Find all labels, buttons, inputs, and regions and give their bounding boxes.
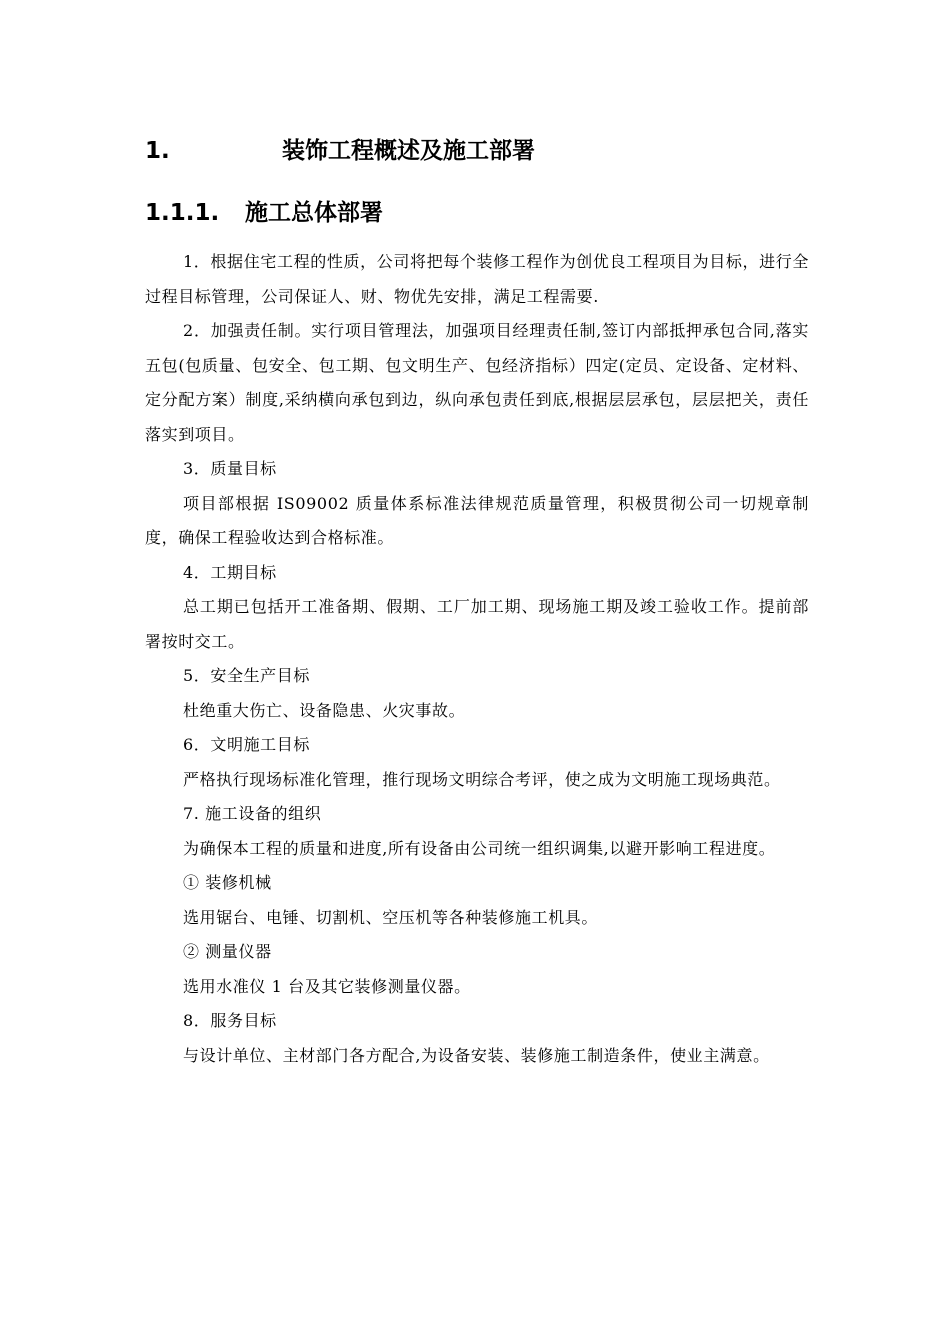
item-heading-schedule: 4．工期目标: [183, 562, 277, 582]
paragraph-safety: 杜绝重大伤亡、设备隐患、火灾事故。: [183, 700, 466, 720]
item-heading-safety: 5．安全生产目标: [183, 666, 310, 685]
section-title: 装饰工程概述及施工部署: [282, 138, 535, 164]
item-heading-equipment: 7. 施工设备的组织: [183, 804, 322, 823]
item-heading-civilized: 6．文明施工目标: [183, 735, 310, 754]
subsection-title: 施工总体部署: [245, 200, 383, 226]
paragraph-service: 与设计单位、主材部门各方配合,为设备安装、装修施工制造条件，使业主满意。: [183, 1045, 770, 1065]
item-heading-quality: 3．质量目标: [183, 459, 277, 478]
paragraph-responsibility: 2．加强责任制。实行项目管理法，加强项目经理责任制,签订内部抵押承包合同,落实五包(包质量、包安全、包工期、包文明生产、包经济指标）四定(定员、定设备、定材料、定分配方案）制度,采纳横向承包到边，纵向承包责任到底,根据层层承包，层层把关，责任落实到项目。: [145, 321, 809, 444]
paragraph-quality: 项目部根据 IS09002 质量体系标准法律规范质量管理，积极贯彻公司一切规章制度，确保工程验收达到合格标准。: [145, 493, 809, 547]
document-body: [145, 245, 809, 1073]
paragraph-instruments: 选用水准仪 1 台及其它装修测量仪器。: [183, 976, 471, 996]
paragraph-machinery: 选用锯台、电锤、切割机、空压机等各种装修施工机具。: [183, 907, 599, 927]
sub-item-instruments: ② 测量仪器: [183, 942, 272, 961]
subsection-number: 1.1.1.: [145, 200, 220, 226]
sub-item-machinery: ① 装修机械: [183, 873, 272, 892]
section-number: 1.: [145, 138, 170, 164]
item-heading-service: 8．服务目标: [183, 1011, 277, 1030]
paragraph-schedule: 总工期已包括开工准备期、假期、工厂加工期、现场施工期及竣工验收工作。提前部署按时交工。: [145, 597, 809, 651]
section-heading: [145, 134, 805, 168]
paragraph-goal: 1．根据住宅工程的性质，公司将把每个装修工程作为创优良工程项目为目标，进行全过程目标管理，公司保证人、财、物优先安排，满足工程需要.: [145, 252, 809, 306]
paragraph-civilized: 严格执行现场标准化管理，推行现场文明综合考评，使之成为文明施工现场典范。: [183, 769, 781, 789]
paragraph-equipment: 为确保本工程的质量和进度,所有设备由公司统一组织调集,以避开影响工程进度。: [183, 838, 776, 858]
subsection-heading: [145, 196, 805, 230]
